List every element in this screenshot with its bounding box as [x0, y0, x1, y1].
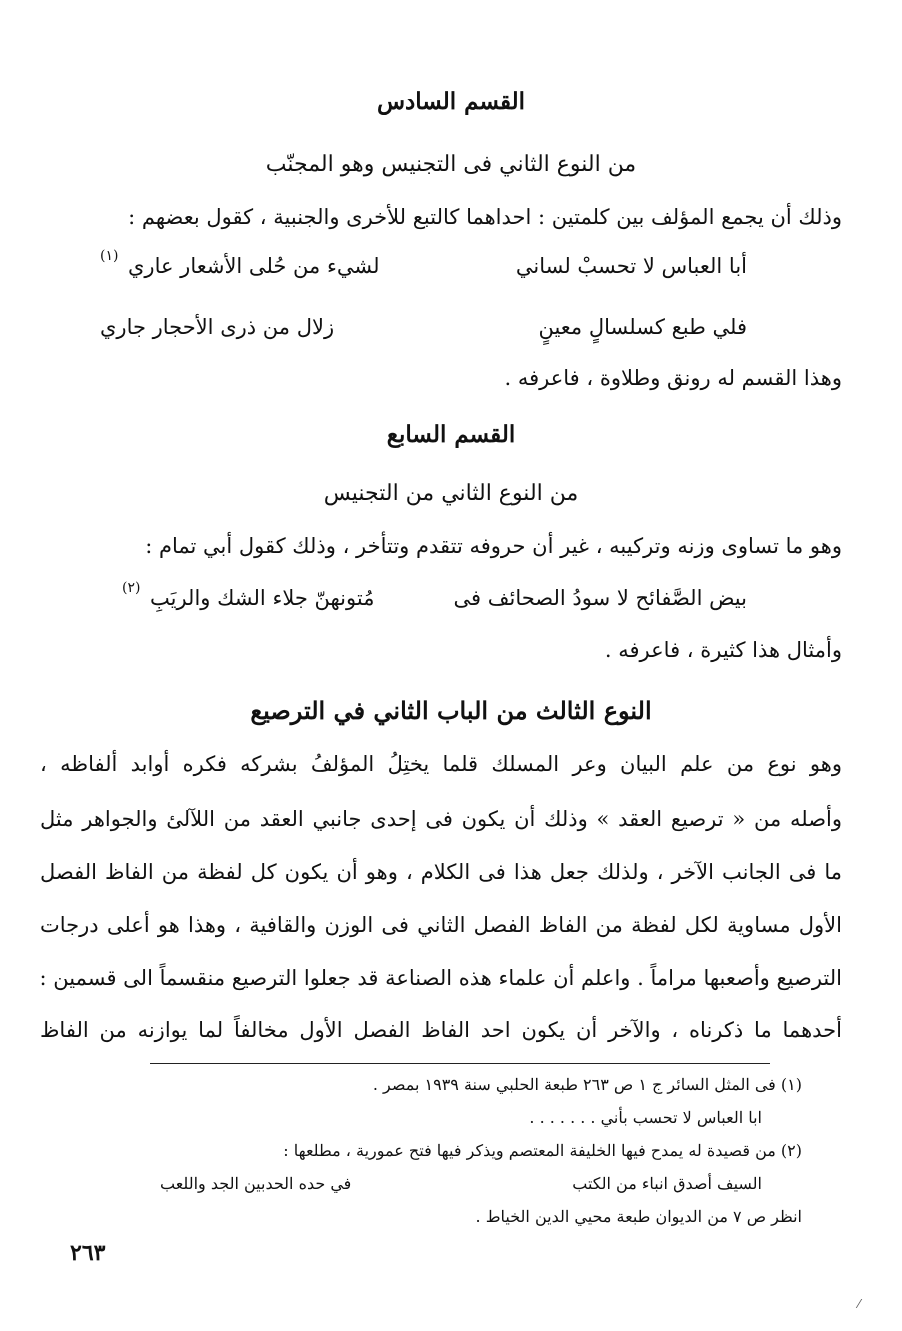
footnote-ref-1: (١): [100, 248, 119, 264]
footnote-2-verse-left: في حده الحدبين الجد واللعب: [160, 1174, 352, 1193]
section-7-intro: وهو ما تساوى وزنه وتركيبه ، غير أن حروفه تتقدم وتتأخر ، وذلك كقول أبي تمام :: [145, 534, 842, 558]
section-7-closing: وأمثال هذا كثيرة ، فاعرفه .: [604, 638, 842, 662]
section-7-heading: القسم السابع: [386, 421, 516, 448]
section-6-heading: القسم السادس: [376, 88, 526, 115]
body-line: ما فى الجانب الآخر ، ولذلك جعل هذا فى الكلام ، وهو أن يكون كل لفظة من الفاظ الفصل: [40, 860, 842, 884]
section-7-verse1-right: بيض الصَّفائح لا سودُ الصحائف فى: [453, 586, 747, 610]
section-6-verse1-left: لشيء من حُلى الأشعار عاري: [128, 254, 380, 278]
scan-mark: ⁄: [858, 1297, 861, 1311]
body-line: الترصيع وأصعبها مراماً . واعلم أن علماء هذه الصناعة قد جعلوا الترصيع منقسماً الى قسمين :: [39, 966, 842, 990]
section-7-verse1-left: مُتونهنّ جلاء الشك والريَبِ: [150, 586, 375, 610]
body-line: وهو نوع من علم البيان وعر المسلك قلما يختِلُ المؤلفُ بشركه فكره أوابد ألفاظه ،: [40, 752, 842, 776]
body-line: وأصله من « ترصيع العقد » وذلك أن يكون فى إحدى جانبي العقد من اللآلئ والجواهر مثل: [40, 807, 842, 831]
footnote-separator: [150, 1063, 770, 1064]
footnote-2-verse-right: السيف أصدق انباء من الكتب: [572, 1174, 762, 1193]
section-6-verse1-right: أبا العباس لا تحسبْ لساني: [515, 254, 747, 278]
section-6-subheading: من النوع الثاني فى التجنيس وهو المجنّب: [265, 152, 637, 177]
footnote-ref-2: (٢): [122, 580, 141, 596]
body-line: الأول مساوية لكل لفظة من الفاظ الفصل الثاني فى الوزن والقافية ، وهذا هو أعلى درجات: [40, 913, 842, 937]
section-6-verse2-right: فلي طبع كسلسالٍ معينٍ: [538, 315, 747, 339]
section-6-closing: وهذا القسم له رونق وطلاوة ، فاعرفه .: [504, 366, 842, 390]
section-tarsee-heading: النوع الثالث من الباب الثاني في الترصيع: [250, 696, 652, 725]
page-number: ٢٦٣: [70, 1240, 106, 1266]
body-line: أحدهما ما ذكرناه ، والآخر أن يكون احد الفاظ الفصل الأول مخالفاً لما يوازنه من الفاظ: [40, 1018, 842, 1042]
footnote-1: (١) فى المثل السائر ج ١ ص ٢٦٣ طبعة الحلبي سنة ١٩٣٩ بمصر .: [372, 1075, 802, 1094]
footnote-2: (٢) من قصيدة له يمدح فيها الخليفة المعتصم ويذكر فيها فتح عمورية ، مطلعها :: [283, 1141, 802, 1160]
footnote-1-verse: ابا العباس لا تحسب بأني . . . . . . .: [529, 1108, 762, 1127]
section-7-subheading: من النوع الثاني من التجنيس: [323, 481, 579, 506]
footnote-2-reference: انظر ص ٧ من الديوان طبعة محيي الدين الخياط .: [475, 1207, 802, 1226]
section-6-intro: وذلك أن يجمع المؤلف بين كلمتين : احداهما كالتبع للأخرى والجنبية ، كقول بعضهم :: [128, 205, 842, 229]
section-6-verse2-left: زلال من ذرى الأحجار جاري: [100, 315, 335, 339]
